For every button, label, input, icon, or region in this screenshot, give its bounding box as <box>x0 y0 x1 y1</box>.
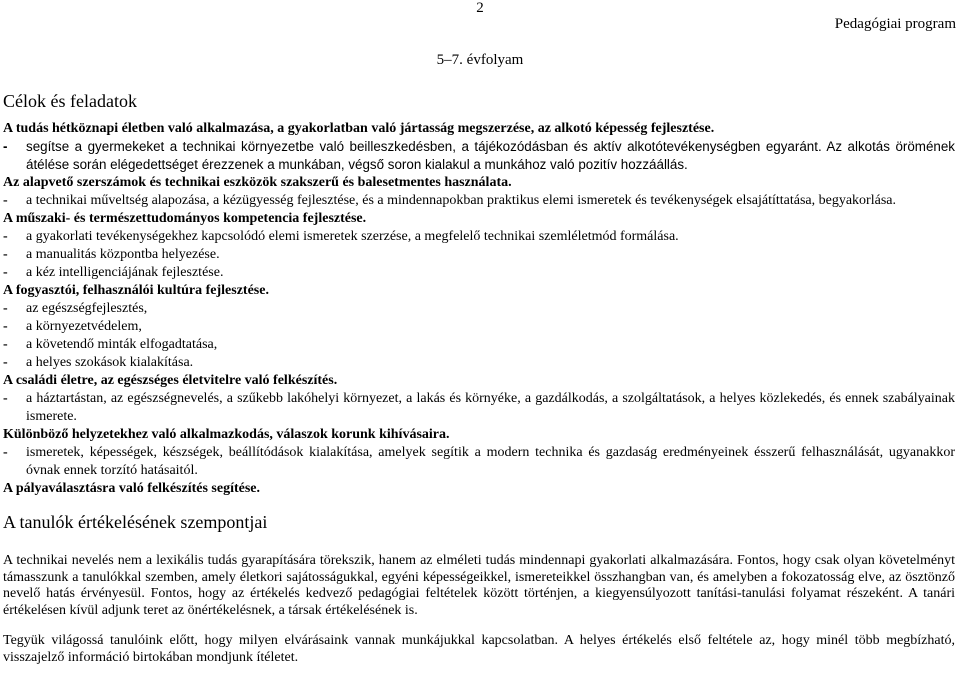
list-dash: - <box>3 337 8 352</box>
section-heading-goals: Célok és feladatok <box>3 91 137 111</box>
objective-heading: Az alapvető szerszámok és technikai eszközök szakszerű és balesetmentes használata. <box>3 175 512 190</box>
list-dash: - <box>3 445 8 460</box>
list-item <box>3 336 955 354</box>
objective-heading: A műszaki- és természettudományos kompetencia fejlesztése. <box>3 211 367 226</box>
list-item <box>3 300 955 318</box>
list-dash: - <box>3 391 8 406</box>
list-item <box>3 192 955 210</box>
objective-heading: Különböző helyzetekhez való alkalmazkodás, válaszok korunk kihívásaira. <box>3 427 450 442</box>
grade-range-heading: 5–7. évfolyam <box>436 52 524 68</box>
document-header-title: Pedagógiai program <box>834 16 956 32</box>
goals-content <box>3 120 955 498</box>
evaluation-content <box>3 539 955 680</box>
list-dash: - <box>3 247 8 262</box>
objective-heading: A fogyasztói, felhasználói kultúra fejlesztése. <box>3 283 269 298</box>
list-item <box>3 318 955 336</box>
list-item-text: a gyakorlati tevékenységekhez kapcsolódó elemi ismeretek szerzése, a megfelelő technikai szemléletmód formálása. <box>26 229 679 244</box>
list-item-text: a háztartástan, az egészségnevelés, a szűkebb lakóhelyi környezet, a lakás és környéke, a gazdálkodás, a szolgáltatások, a helyes közlekedés, és ennek szabályainak ismerete. <box>26 391 955 424</box>
list-item <box>3 390 955 426</box>
page-number: 2 <box>476 0 484 16</box>
list-item <box>3 444 955 480</box>
list-item-text: a helyes szokások kialakítása. <box>26 355 194 370</box>
list-item-text: a kéz intelligenciájának fejlesztése. <box>26 265 224 280</box>
list-item <box>3 246 955 264</box>
evaluation-paragraph: A technikai nevelés nem a lexikális tudás gyarapítására törekszik, hanem az elméleti tudás mindennapi gyakorlati alkalmazására. Fontos, hogy csak olyan követelményt támasszunk a tanulókkal szemben, amely életkori sajátosságukkal, egyéni képességeikkel, ismereteikkel összhangban van, és amelyben a fokozatosság elve, az ösztönző nevelő hatás érvényesül. Fontos, hogy az értékelés kedvező pedagógiai feltételek között történjen, a kiegyensúlyozott tanítási-tanulási folyamat részeként. A tanári értékelésen kívül adjunk teret az önértékelésnek, a társak értékelésének is. <box>3 553 955 618</box>
list-item-text: a manualitás központba helyezése. <box>26 247 220 262</box>
list-item-text: ismeretek, képességek, készségek, beállítódások kialakítása, amelyek segítik a modern technika és gazdaság eredményeinek ésszerű felhasználását, ugyanakkor óvnak ennek torzító hatásaitól. <box>26 445 955 478</box>
list-item <box>3 354 955 372</box>
list-item <box>3 228 955 246</box>
list-item-text: segítse a gyermekeket a technikai környezetbe való beilleszkedésben, a tájékozódásban és aktív alkotótevékenységben egyaránt. Az alkotás örömének átélése során elégedettséget érezzenek a munkában, végső soron kialakul a munkához való pozitív hozzáállás. <box>26 139 955 172</box>
list-dash: - <box>3 355 8 370</box>
objective-heading: A családi életre, az egészséges életvitelre való felkészítés. <box>3 373 338 388</box>
list-dash: - <box>3 139 8 154</box>
section-heading-evaluation: A tanulók értékelésének szempontjai <box>3 512 268 532</box>
list-item-text: az egészségfejlesztés, <box>26 301 148 316</box>
list-item <box>3 138 955 174</box>
evaluation-paragraph: Tegyük világossá tanulóink előtt, hogy milyen elvárásaink vannak munkájukkal kapcsolatban. A helyes értékelés első feltétele az, hogy minél több megbízható, visszajelző információ birtokában mondjunk ítéletet. <box>3 633 955 665</box>
list-dash: - <box>3 319 8 334</box>
list-item-text: a technikai műveltség alapozása, a kézügyesség fejlesztése, és a mindennapokban praktikus elemi ismeretek és tevékenységek elsajátíttatása, begyakorlása. <box>26 193 896 208</box>
list-dash: - <box>3 193 8 208</box>
list-dash: - <box>3 265 8 280</box>
list-item-text: a környezetvédelem, <box>26 319 142 334</box>
list-dash: - <box>3 301 8 316</box>
list-item-text: a követendő minták elfogadtatása, <box>26 337 218 352</box>
list-item <box>3 264 955 282</box>
list-dash: - <box>3 229 8 244</box>
objective-heading: A tudás hétköznapi életben való alkalmazása, a gyakorlatban való jártasság megszerzése, az alkotó képesség fejlesztése. <box>3 121 715 136</box>
objective-heading: A pályaválasztásra való felkészítés segítése. <box>3 481 261 496</box>
